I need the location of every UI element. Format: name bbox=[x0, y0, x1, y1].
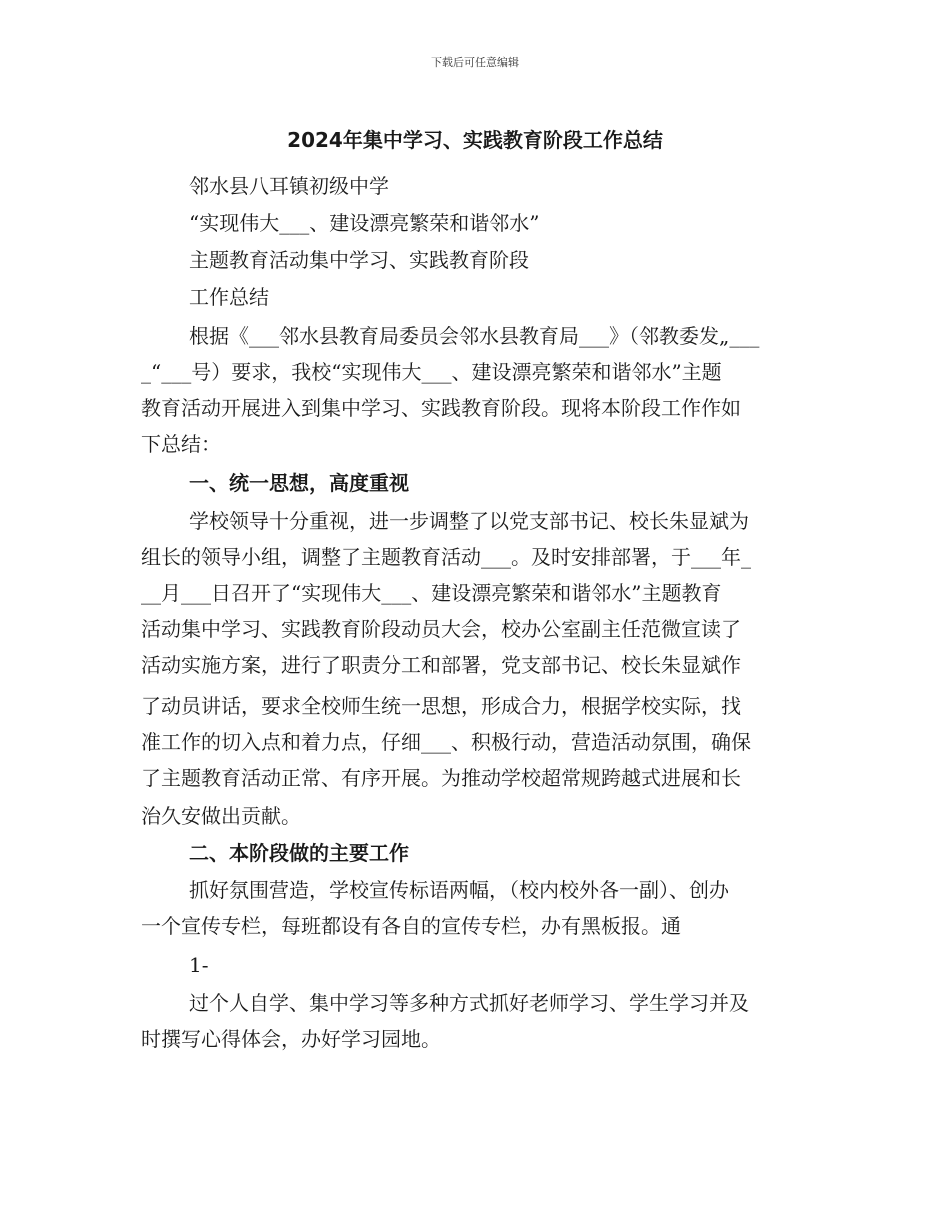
paragraph-line: 根据《___邻水县教育局委员会邻水县教育局___》（邻教委发„___ bbox=[189, 324, 760, 348]
paragraph-line: 学校领导十分重视，进一步调整了以党支部书记、校长朱显斌为 bbox=[189, 509, 749, 533]
page-number: 1- bbox=[189, 953, 209, 977]
paragraph-line: 下总结： bbox=[141, 432, 221, 456]
section-heading-1: 一、统一思想，高度重视 bbox=[189, 471, 409, 495]
paragraph-line: 了主题教育活动正常、有序开展。为推动学校超常规跨越式进展和长 bbox=[141, 766, 741, 790]
paragraph-line: _“___号）要求，我校“实现伟大___、建设漂亮繁荣和谐邻水”主题 bbox=[141, 360, 722, 384]
paragraph-line: 了动员讲话，要求全校师生统一思想，形成合力，根据学校实际，找 bbox=[141, 694, 741, 718]
school-name: 邻水县八耳镇初级中学 bbox=[189, 174, 389, 198]
paragraph-line: 抓好氛围营造，学校宣传标语两幅，（校内校外各一副）、创办 bbox=[189, 878, 729, 902]
activity-stage: 主题教育活动集中学习、实践教育阶段 bbox=[189, 248, 529, 272]
paragraph-line: 组长的领导小组，调整了主题教育活动___。及时安排部署，于___年_ bbox=[141, 545, 751, 569]
paragraph-line: 活动集中学习、实践教育阶段动员大会，校办公室副主任范微宣读了 bbox=[141, 617, 741, 641]
page-header-note: 下载后可任意编辑 bbox=[431, 56, 519, 69]
paragraph-line: 时撰写心得体会，办好学习园地。 bbox=[141, 1027, 441, 1051]
paragraph-line: __月___日召开了“实现伟大___、建设漂亮繁荣和谐邻水”主题教育 bbox=[141, 581, 722, 605]
section-heading-2: 二、本阶段做的主要工作 bbox=[189, 841, 409, 865]
theme-slogan: “实现伟大___、建设漂亮繁荣和谐邻水” bbox=[189, 211, 540, 235]
paragraph-line: 准工作的切入点和着力点，仔细___、积极行动，营造活动氛围，确保 bbox=[141, 730, 751, 754]
paragraph-line: 过个人自学、集中学习等多种方式抓好老师学习、学生学习并及 bbox=[189, 991, 749, 1015]
paragraph-line: 治久安做出贡献。 bbox=[141, 804, 301, 828]
paragraph-line: 一个宣传专栏，每班都设有各自的宣传专栏，办有黑板报。通 bbox=[141, 914, 681, 938]
paragraph-line: 教育活动开展进入到集中学习、实践教育阶段。现将本阶段工作作如 bbox=[141, 396, 741, 420]
document-title: 2024年集中学习、实践教育阶段工作总结 bbox=[287, 128, 663, 152]
paragraph-line: 活动实施方案，进行了职责分工和部署，党支部书记、校长朱显斌作 bbox=[141, 653, 741, 677]
summary-label: 工作总结 bbox=[189, 285, 269, 309]
